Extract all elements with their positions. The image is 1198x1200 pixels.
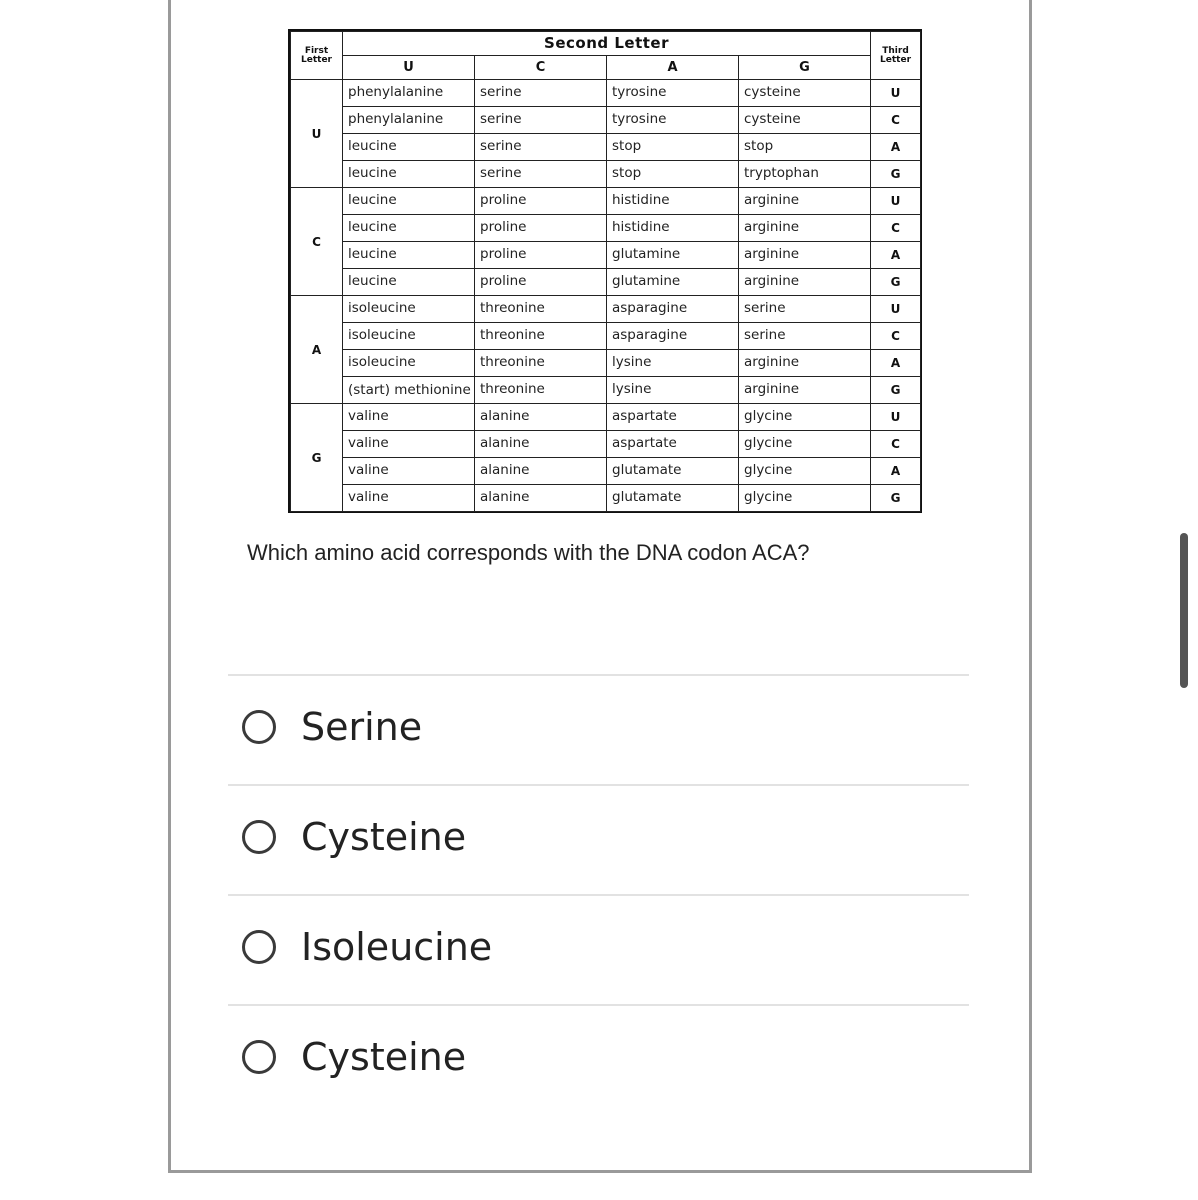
second-letter-c: C xyxy=(475,56,607,80)
answer-option-2[interactable] xyxy=(242,807,466,867)
amino-acid-cell: alanine xyxy=(475,404,607,431)
amino-acid-cell: threonine xyxy=(475,296,607,323)
table-row xyxy=(291,458,921,485)
table-row xyxy=(291,242,921,269)
amino-acid-cell: histidine xyxy=(607,188,739,215)
amino-acid-cell: tyrosine xyxy=(607,107,739,134)
table-row xyxy=(291,296,921,323)
amino-acid-cell: aspartate xyxy=(607,404,739,431)
amino-acid-cell: leucine xyxy=(343,215,475,242)
third-letter-header: Third Letter xyxy=(871,32,921,80)
amino-acid-cell: glutamate xyxy=(607,458,739,485)
amino-acid-cell: stop xyxy=(607,161,739,188)
third-letter-cell: G xyxy=(871,161,921,188)
answer-option-1[interactable] xyxy=(242,697,422,757)
table-row xyxy=(291,215,921,242)
third-letter-cell: U xyxy=(871,296,921,323)
amino-acid-cell: asparagine xyxy=(607,323,739,350)
amino-acid-cell: alanine xyxy=(475,431,607,458)
table-row xyxy=(291,161,921,188)
amino-acid-cell: alanine xyxy=(475,458,607,485)
amino-acid-cell: isoleucine xyxy=(343,350,475,377)
first-letter-cell: A xyxy=(291,296,343,404)
answer-option-3[interactable] xyxy=(242,917,492,977)
amino-acid-cell: stop xyxy=(739,134,871,161)
amino-acid-cell: cysteine xyxy=(739,107,871,134)
amino-acid-cell: arginine xyxy=(739,269,871,296)
amino-acid-cell: aspartate xyxy=(607,431,739,458)
third-letter-cell: G xyxy=(871,377,921,404)
amino-acid-cell: serine xyxy=(739,323,871,350)
table-row xyxy=(291,323,921,350)
amino-acid-cell: stop xyxy=(607,134,739,161)
amino-acid-cell: lysine xyxy=(607,350,739,377)
amino-acid-cell: valine xyxy=(343,404,475,431)
option-label[interactable]: Isoleucine xyxy=(301,925,493,969)
third-letter-cell: U xyxy=(871,404,921,431)
amino-acid-cell: leucine xyxy=(343,161,475,188)
divider xyxy=(228,1004,969,1006)
table-row xyxy=(291,134,921,161)
amino-acid-cell: (start) methionine xyxy=(343,377,475,404)
third-letter-cell: U xyxy=(871,80,921,107)
table-row xyxy=(291,431,921,458)
table-row xyxy=(291,485,921,512)
second-letter-u: U xyxy=(343,56,475,80)
amino-acid-cell: arginine xyxy=(739,377,871,404)
amino-acid-cell: alanine xyxy=(475,485,607,512)
third-letter-cell: C xyxy=(871,431,921,458)
second-letter-header: Second Letter xyxy=(343,32,871,56)
amino-acid-cell: valine xyxy=(343,431,475,458)
amino-acid-cell: serine xyxy=(475,134,607,161)
table-row xyxy=(291,377,921,404)
amino-acid-cell: valine xyxy=(343,458,475,485)
amino-acid-cell: threonine xyxy=(475,350,607,377)
amino-acid-cell: serine xyxy=(739,296,871,323)
third-letter-cell: A xyxy=(871,134,921,161)
second-letter-a: A xyxy=(607,56,739,80)
amino-acid-cell: proline xyxy=(475,188,607,215)
option-label[interactable]: Cysteine xyxy=(301,815,467,859)
amino-acid-cell: arginine xyxy=(739,242,871,269)
first-letter-cell: U xyxy=(291,80,343,188)
amino-acid-cell: arginine xyxy=(739,350,871,377)
amino-acid-cell: cysteine xyxy=(739,80,871,107)
amino-acid-cell: proline xyxy=(475,269,607,296)
amino-acid-cell: proline xyxy=(475,242,607,269)
amino-acid-cell: glutamine xyxy=(607,269,739,296)
second-letter-g: G xyxy=(739,56,871,80)
scrollbar[interactable] xyxy=(1180,533,1188,688)
amino-acid-cell: phenylalanine xyxy=(343,107,475,134)
table-row xyxy=(291,350,921,377)
third-letter-cell: U xyxy=(871,188,921,215)
question-text: Which amino acid corresponds with the DNA codon ACA? xyxy=(247,540,810,565)
amino-acid-cell: isoleucine xyxy=(343,296,475,323)
amino-acid-cell: serine xyxy=(475,161,607,188)
table-row xyxy=(291,80,921,107)
third-letter-cell: C xyxy=(871,215,921,242)
amino-acid-cell: leucine xyxy=(343,269,475,296)
table-row xyxy=(291,269,921,296)
amino-acid-cell: tyrosine xyxy=(607,80,739,107)
divider xyxy=(228,894,969,896)
third-letter-cell: A xyxy=(871,242,921,269)
third-letter-cell: A xyxy=(871,350,921,377)
radio-button[interactable] xyxy=(242,820,276,854)
amino-acid-cell: serine xyxy=(475,80,607,107)
table-row xyxy=(291,107,921,134)
divider xyxy=(228,674,969,676)
amino-acid-cell: glycine xyxy=(739,458,871,485)
amino-acid-cell: arginine xyxy=(739,215,871,242)
third-letter-cell: C xyxy=(871,107,921,134)
amino-acid-cell: histidine xyxy=(607,215,739,242)
first-letter-cell: C xyxy=(291,188,343,296)
third-letter-cell: G xyxy=(871,485,921,512)
amino-acid-cell: phenylalanine xyxy=(343,80,475,107)
amino-acid-cell: glycine xyxy=(739,404,871,431)
amino-acid-cell: serine xyxy=(475,107,607,134)
table-row xyxy=(291,188,921,215)
first-letter-cell: G xyxy=(291,404,343,512)
divider xyxy=(228,784,969,786)
amino-acid-cell: glutamate xyxy=(607,485,739,512)
codon-table xyxy=(288,29,922,513)
amino-acid-cell: threonine xyxy=(475,323,607,350)
amino-acid-cell: proline xyxy=(475,215,607,242)
third-letter-cell: G xyxy=(871,269,921,296)
amino-acid-cell: glycine xyxy=(739,485,871,512)
option-label[interactable]: Cysteine xyxy=(301,1035,467,1079)
radio-button[interactable] xyxy=(242,1040,276,1074)
third-letter-cell: A xyxy=(871,458,921,485)
amino-acid-cell: valine xyxy=(343,485,475,512)
answer-option-4[interactable] xyxy=(242,1027,466,1087)
amino-acid-cell: isoleucine xyxy=(343,323,475,350)
amino-acid-cell: threonine xyxy=(475,377,607,404)
amino-acid-cell: glycine xyxy=(739,431,871,458)
first-letter-header: First Letter xyxy=(291,32,343,80)
third-letter-cell: C xyxy=(871,323,921,350)
amino-acid-cell: glutamine xyxy=(607,242,739,269)
amino-acid-cell: leucine xyxy=(343,188,475,215)
amino-acid-cell: leucine xyxy=(343,134,475,161)
amino-acid-cell: arginine xyxy=(739,188,871,215)
codon-table-grid xyxy=(290,31,921,512)
amino-acid-cell: lysine xyxy=(607,377,739,404)
table-row xyxy=(291,404,921,431)
amino-acid-cell: tryptophan xyxy=(739,161,871,188)
option-label[interactable]: Serine xyxy=(301,705,423,749)
amino-acid-cell: asparagine xyxy=(607,296,739,323)
radio-button[interactable] xyxy=(242,930,276,964)
amino-acid-cell: leucine xyxy=(343,242,475,269)
radio-button[interactable] xyxy=(242,710,276,744)
